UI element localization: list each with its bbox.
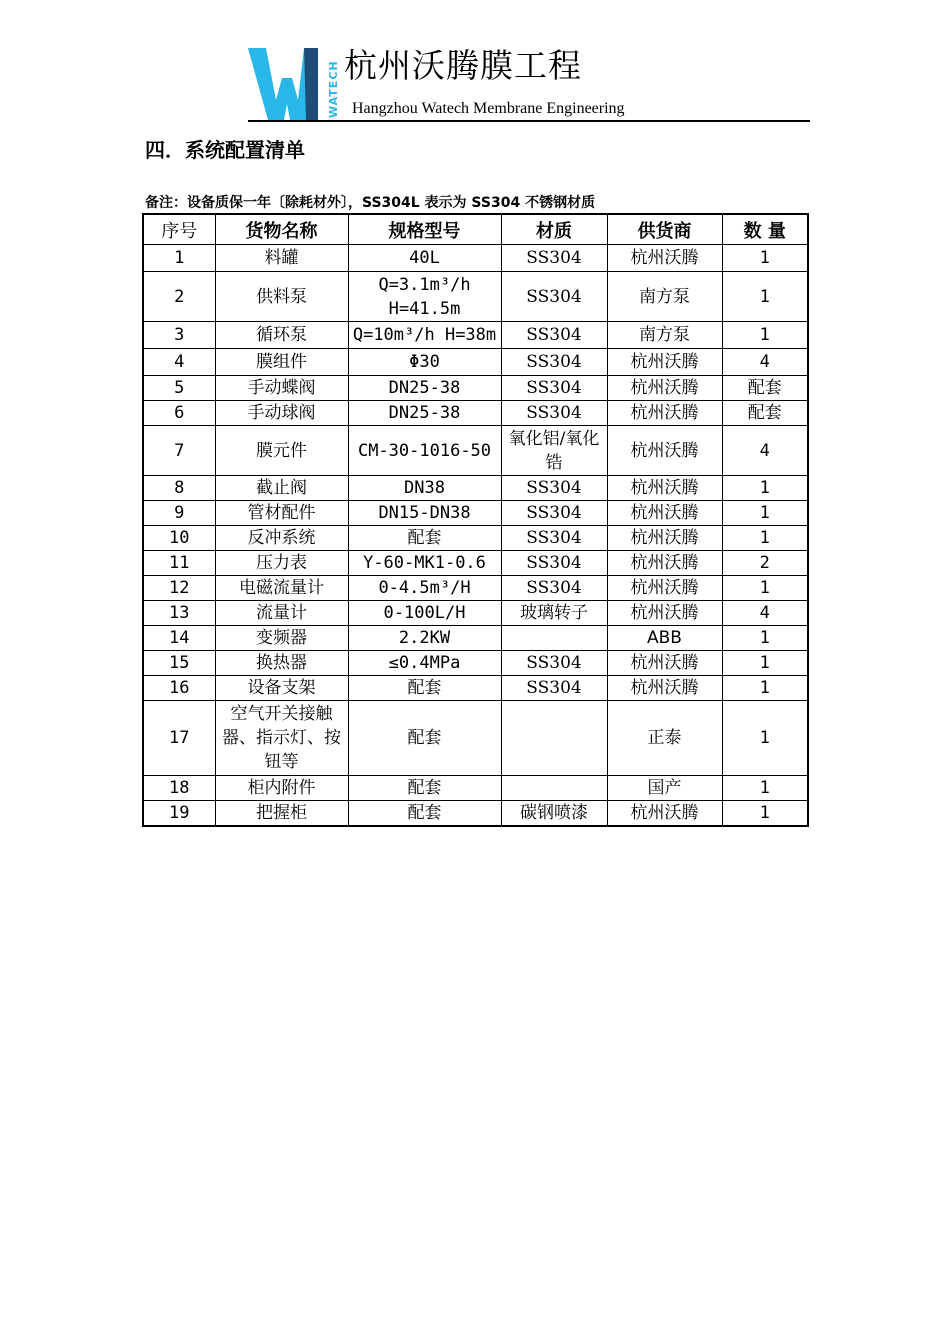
cell-name: 反冲系统 (215, 526, 348, 551)
cell-seq: 2 (143, 272, 215, 322)
table-row (143, 245, 808, 272)
cell-material: 碳钢喷漆 (501, 801, 607, 827)
cell-material: SS304 (501, 476, 607, 501)
cell-name: 换热器 (215, 651, 348, 676)
cell-seq: 5 (143, 376, 215, 401)
cell-seq: 7 (143, 426, 215, 476)
cell-supplier: 国产 (607, 776, 722, 801)
cell-seq: 12 (143, 576, 215, 601)
cell-quantity: 1 (722, 476, 808, 501)
cell-seq: 4 (143, 349, 215, 376)
cell-spec: DN15-DN38 (348, 501, 501, 526)
cell-spec: 0-4.5m³/H (348, 576, 501, 601)
cell-seq: 10 (143, 526, 215, 551)
logo-dark-bar (304, 48, 318, 120)
config-table (142, 213, 809, 827)
cell-name: 把握柜 (215, 801, 348, 827)
cell-supplier: 杭州沃腾 (607, 801, 722, 827)
table-row (143, 776, 808, 801)
cell-material: SS304 (501, 551, 607, 576)
cell-spec: 0-100L/H (348, 601, 501, 626)
cell-spec: 配套 (348, 701, 501, 776)
cell-supplier: 杭州沃腾 (607, 676, 722, 701)
cell-seq: 8 (143, 476, 215, 501)
cell-quantity: 配套 (722, 376, 808, 401)
cell-quantity: 1 (722, 676, 808, 701)
cell-supplier: 杭州沃腾 (607, 376, 722, 401)
table-row (143, 801, 808, 827)
cell-seq: 14 (143, 626, 215, 651)
table-row (143, 576, 808, 601)
cell-seq: 13 (143, 601, 215, 626)
cell-material: 玻璃转子 (501, 601, 607, 626)
cell-supplier: 南方泵 (607, 322, 722, 349)
table-row (143, 601, 808, 626)
table-row (143, 651, 808, 676)
cell-quantity: 1 (722, 776, 808, 801)
cell-material: SS304 (501, 349, 607, 376)
cell-name: 设备支架 (215, 676, 348, 701)
cell-seq: 1 (143, 245, 215, 272)
cell-supplier: 杭州沃腾 (607, 349, 722, 376)
watech-logo (248, 48, 340, 120)
cell-seq: 6 (143, 401, 215, 426)
company-name-en: Hangzhou Watech Membrane Engineering (352, 100, 625, 117)
cell-name: 循环泵 (215, 322, 348, 349)
cell-seq: 16 (143, 676, 215, 701)
cell-spec: Y-60-MK1-0.6 (348, 551, 501, 576)
cell-name: 手动蝶阀 (215, 376, 348, 401)
cell-quantity: 配套 (722, 401, 808, 426)
cell-supplier: 杭州沃腾 (607, 526, 722, 551)
cell-material: SS304 (501, 526, 607, 551)
cell-quantity: 1 (722, 272, 808, 322)
cell-name: 压力表 (215, 551, 348, 576)
cell-name: 膜组件 (215, 349, 348, 376)
header-spec: 规格型号 (348, 214, 501, 245)
cell-spec: DN25-38 (348, 401, 501, 426)
table-row (143, 626, 808, 651)
table-row (143, 376, 808, 401)
cell-quantity: 1 (722, 576, 808, 601)
cell-spec: Q=10m³/h H=38m (348, 322, 501, 349)
cell-spec: Φ30 (348, 349, 501, 376)
cell-material: SS304 (501, 576, 607, 601)
cell-material: 氧化铝/氧化锆 (501, 426, 607, 476)
cell-quantity: 1 (722, 245, 808, 272)
cell-quantity: 1 (722, 626, 808, 651)
cell-supplier: 杭州沃腾 (607, 426, 722, 476)
cell-supplier: 杭州沃腾 (607, 651, 722, 676)
cell-quantity: 2 (722, 551, 808, 576)
cell-material (501, 776, 607, 801)
table-row (143, 401, 808, 426)
cell-quantity: 4 (722, 601, 808, 626)
cell-name: 膜元件 (215, 426, 348, 476)
cell-material (501, 626, 607, 651)
company-name-cn: 杭州沃腾膜工程 (344, 46, 582, 85)
cell-spec: DN25-38 (348, 376, 501, 401)
cell-supplier: 杭州沃腾 (607, 476, 722, 501)
table-row (143, 701, 808, 776)
table-row (143, 551, 808, 576)
cell-spec: 配套 (348, 776, 501, 801)
table-row (143, 526, 808, 551)
cell-quantity: 1 (722, 651, 808, 676)
logo-text: WATECH (327, 60, 340, 118)
cell-quantity: 4 (722, 349, 808, 376)
cell-supplier: 杭州沃腾 (607, 401, 722, 426)
table-row (143, 501, 808, 526)
cell-supplier: 正泰 (607, 701, 722, 776)
cell-quantity: 1 (722, 501, 808, 526)
cell-seq: 17 (143, 701, 215, 776)
cell-spec: Q=3.1m³/h H=41.5m (348, 272, 501, 322)
cell-material: SS304 (501, 245, 607, 272)
cell-name: 流量计 (215, 601, 348, 626)
cell-spec: 配套 (348, 526, 501, 551)
cell-material: SS304 (501, 401, 607, 426)
cell-seq: 15 (143, 651, 215, 676)
cell-supplier: 杭州沃腾 (607, 245, 722, 272)
cell-seq: 18 (143, 776, 215, 801)
table-row (143, 426, 808, 476)
header-material: 材质 (501, 214, 607, 245)
cell-supplier: 南方泵 (607, 272, 722, 322)
table-row (143, 322, 808, 349)
header-seq: 序号 (143, 214, 215, 245)
cell-name: 供料泵 (215, 272, 348, 322)
cell-supplier: 杭州沃腾 (607, 601, 722, 626)
cell-supplier: ABB (607, 626, 722, 651)
table-row (143, 272, 808, 322)
cell-name: 柜内附件 (215, 776, 348, 801)
cell-seq: 3 (143, 322, 215, 349)
cell-material: SS304 (501, 322, 607, 349)
cell-material: SS304 (501, 272, 607, 322)
table-row (143, 676, 808, 701)
cell-quantity: 1 (722, 322, 808, 349)
cell-spec: 配套 (348, 801, 501, 827)
cell-spec: 2.2KW (348, 626, 501, 651)
cell-material (501, 701, 607, 776)
cell-spec: CM-30-1016-50 (348, 426, 501, 476)
header-supplier: 供货商 (607, 214, 722, 245)
cell-quantity: 1 (722, 701, 808, 776)
cell-name: 截止阀 (215, 476, 348, 501)
table-row (143, 476, 808, 501)
cell-spec: DN38 (348, 476, 501, 501)
cell-name: 料罐 (215, 245, 348, 272)
cell-quantity: 1 (722, 526, 808, 551)
cell-name: 变频器 (215, 626, 348, 651)
cell-supplier: 杭州沃腾 (607, 501, 722, 526)
table-row (143, 349, 808, 376)
remark-note: 备注：设备质保一年〔除耗材外〕，SS304L 表示为 SS304 不锈钢材质 (145, 195, 596, 211)
cell-spec: ≤0.4MPa (348, 651, 501, 676)
cell-name: 空气开关接触器、指示灯、按钮等 (215, 701, 348, 776)
cell-material: SS304 (501, 676, 607, 701)
cell-name: 电磁流量计 (215, 576, 348, 601)
cell-name: 管材配件 (215, 501, 348, 526)
cell-material: SS304 (501, 376, 607, 401)
cell-quantity: 4 (722, 426, 808, 476)
cell-supplier: 杭州沃腾 (607, 576, 722, 601)
cell-material: SS304 (501, 501, 607, 526)
cell-spec: 40L (348, 245, 501, 272)
cell-seq: 9 (143, 501, 215, 526)
cell-spec: 配套 (348, 676, 501, 701)
header-divider (248, 120, 810, 122)
cell-supplier: 杭州沃腾 (607, 551, 722, 576)
cell-material: SS304 (501, 651, 607, 676)
table-header-row (143, 214, 808, 245)
header-name: 货物名称 (215, 214, 348, 245)
cell-name: 手动球阀 (215, 401, 348, 426)
header-quantity: 数 量 (722, 214, 808, 245)
cell-seq: 11 (143, 551, 215, 576)
cell-quantity: 1 (722, 801, 808, 827)
section-title: 四．系统配置清单 (145, 138, 305, 162)
cell-seq: 19 (143, 801, 215, 827)
